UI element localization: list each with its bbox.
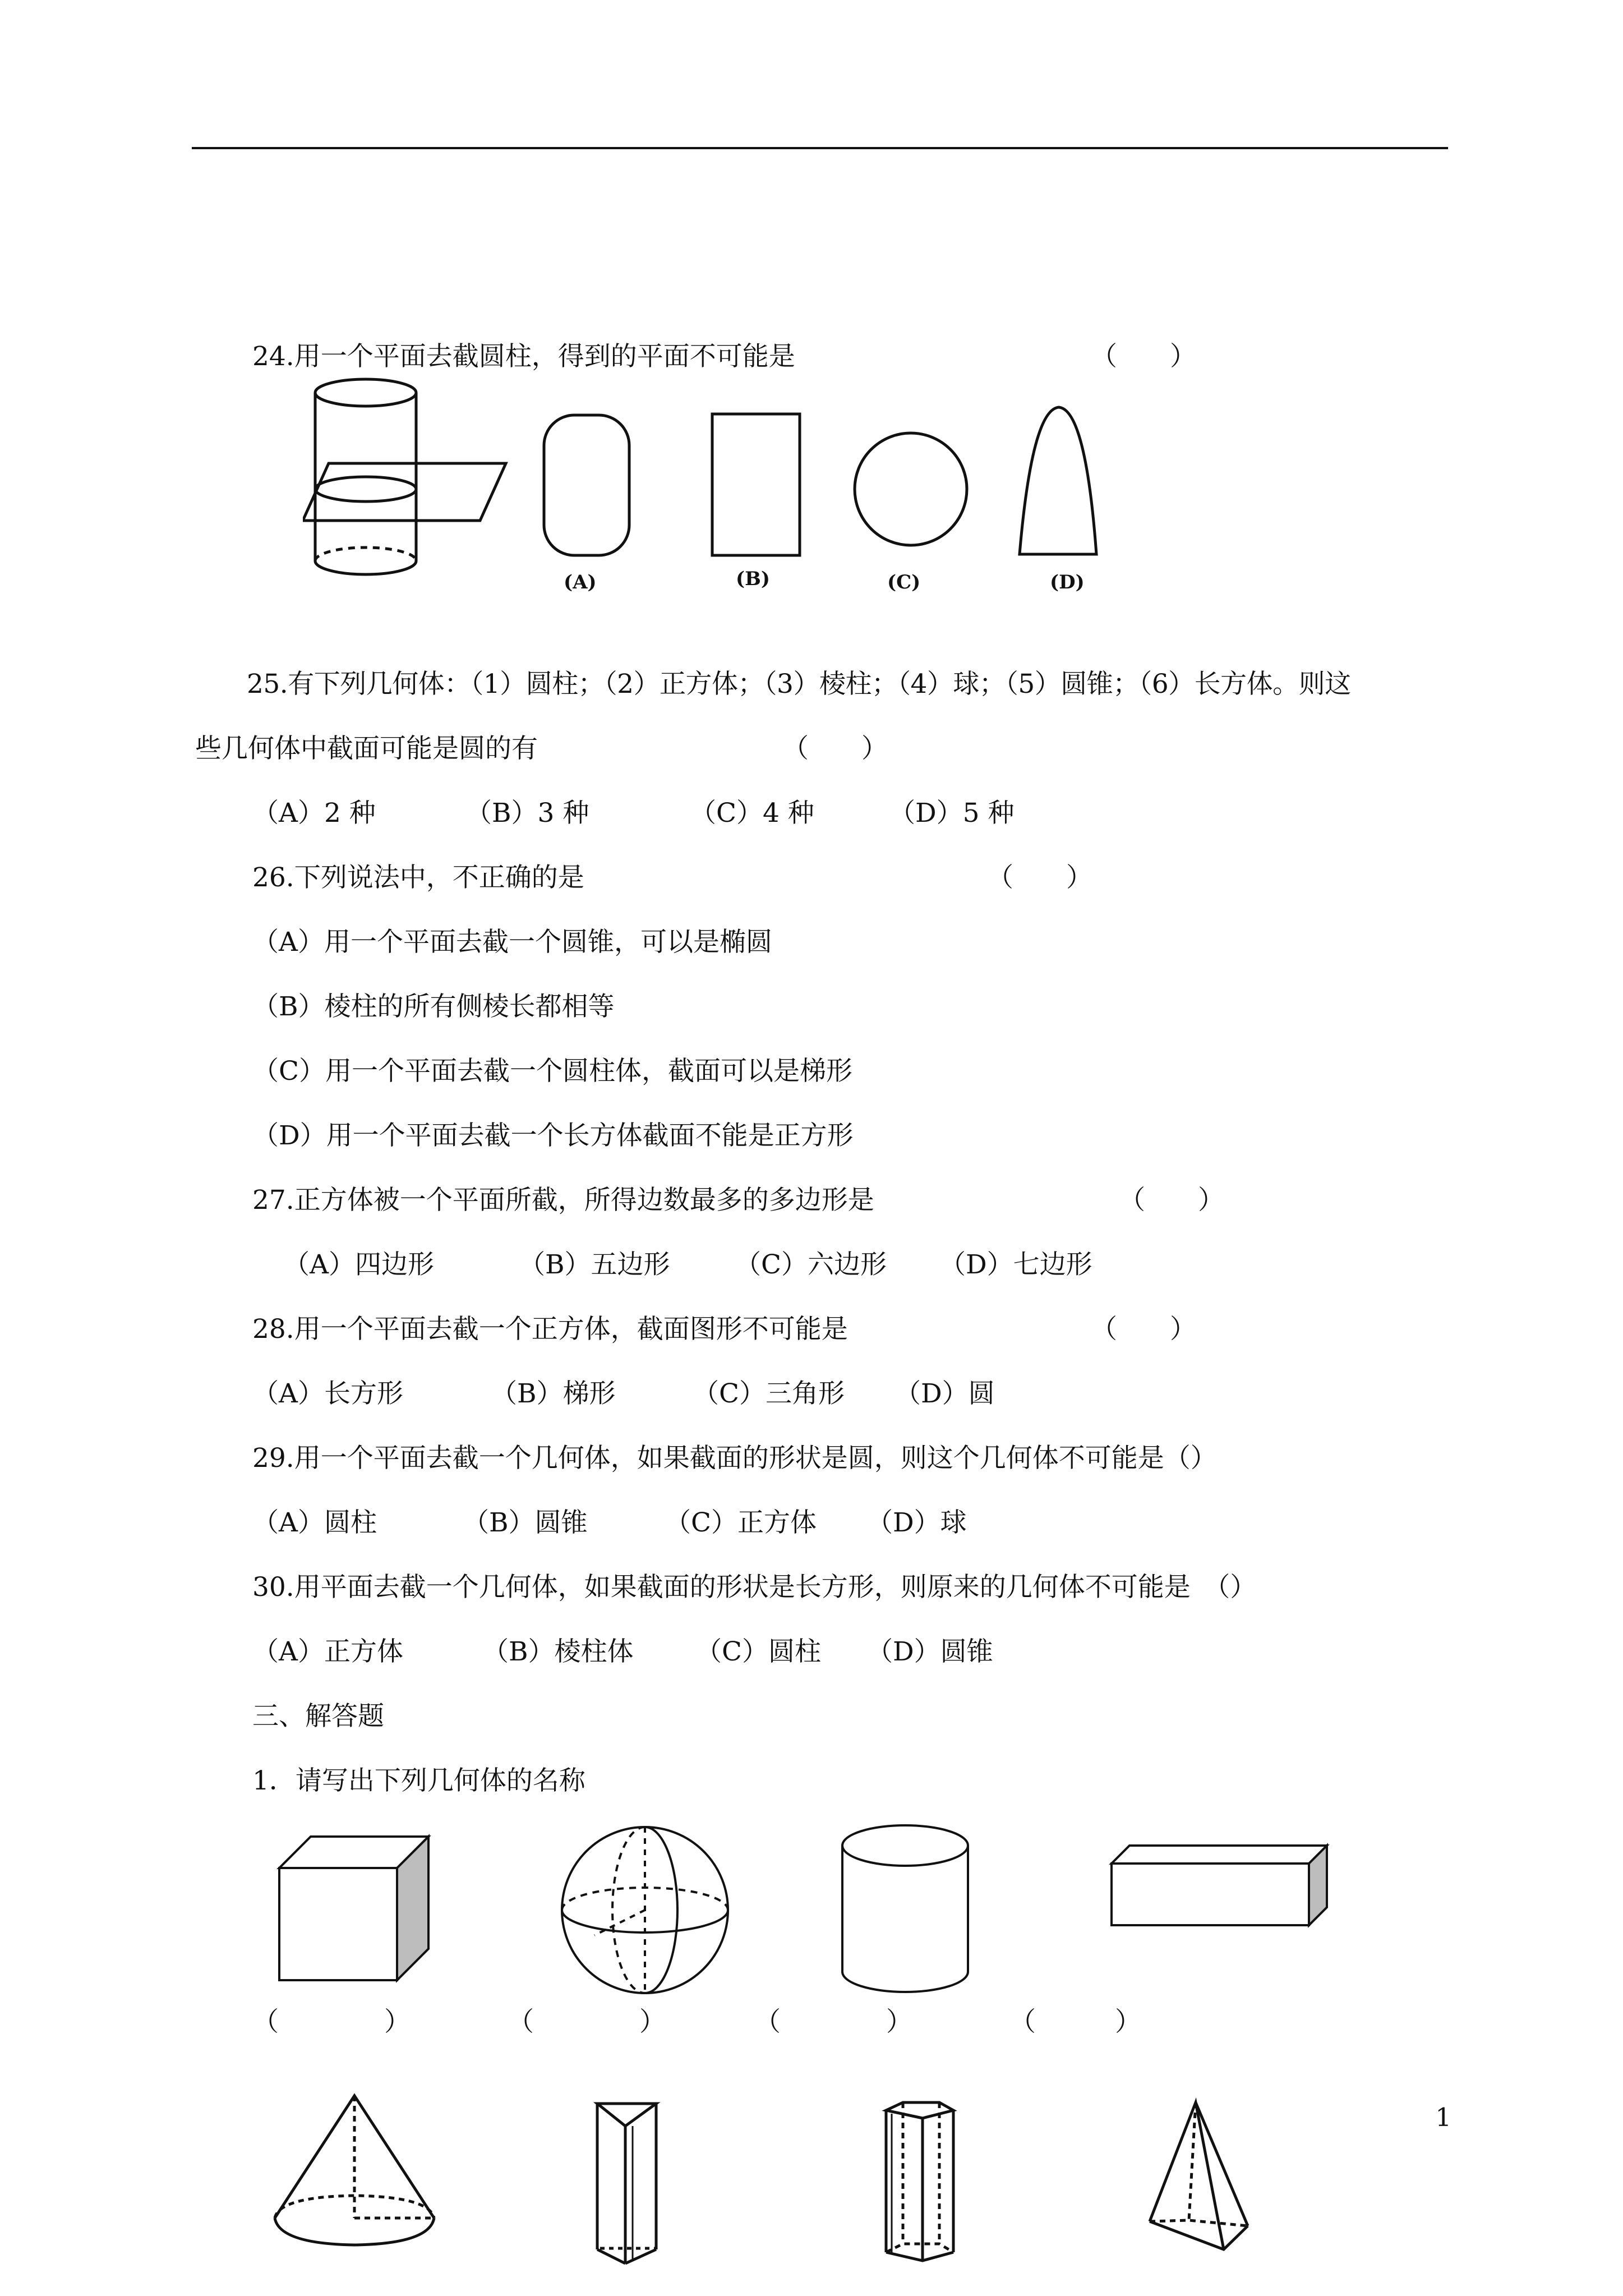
option-b-figure: [712, 414, 800, 555]
q26-option-c: （C）用一个平面去截一个圆柱体，截面可以是梯形: [252, 1056, 852, 1087]
q27-option-a: （A）四边形: [283, 1249, 434, 1280]
q26-option-d: （D）用一个平面去截一个长方体截面不能是正方形: [252, 1120, 854, 1151]
q29-option-c: （C）正方体: [665, 1507, 817, 1538]
q26-option-a: （A）用一个平面去截一个圆锥，可以是椭圆: [252, 927, 772, 958]
q27-option-b: （B）五边形: [519, 1249, 670, 1280]
triangular-prism-figure: [597, 2104, 656, 2263]
q28-stem: 28.用一个平面去截一个正方体，截面图形不可能是: [252, 1314, 848, 1345]
section-three-q1: 1．请写出下列几何体的名称: [252, 1765, 585, 1796]
q24-label-a: (A): [564, 571, 597, 593]
q24-label-d: (D): [1050, 571, 1085, 593]
option-a-figure: [544, 415, 629, 555]
q26-stem: 26.下列说法中，不正确的是: [252, 862, 584, 893]
q30-option-a: （A）正方体: [252, 1636, 403, 1667]
q27-stem: 27.正方体被一个平面所截，所得边数最多的多边形是: [252, 1185, 874, 1216]
q27-option-c: （C）六边形: [735, 1249, 887, 1280]
answer-blank-4[interactable]: （ ）: [1009, 2007, 1141, 2037]
solids-row-2: [264, 2081, 1329, 2272]
header-rule: [192, 147, 1448, 149]
q28-option-c: （C）三角形: [693, 1378, 845, 1409]
page-number: 1: [1435, 2102, 1451, 2132]
answer-blank-2[interactable]: （ ）: [508, 2007, 666, 2037]
answer-blank-3[interactable]: （ ）: [754, 2007, 912, 2037]
q29-option-b: （B）圆锥: [463, 1507, 588, 1538]
pyramid-figure: [1150, 2102, 1248, 2249]
cylinder-with-plane-figure: [303, 379, 506, 574]
sphere-figure: [562, 1827, 728, 1993]
q28-option-b: （B）梯形: [491, 1378, 616, 1409]
q25-option-d: （D）5 种: [889, 798, 1015, 829]
q25-option-a: （A）2 种: [252, 798, 376, 829]
q30-option-d: （D）圆锥: [866, 1636, 993, 1667]
q28-option-d: （D）圆: [895, 1378, 995, 1409]
q30-option-c: （C）圆柱: [695, 1636, 821, 1667]
q24-label-b: (B): [736, 568, 770, 590]
q25-option-b: （B）3 种: [465, 798, 589, 829]
q28-option-a: （A）长方形: [252, 1378, 403, 1409]
q30-stem: 30.用平面去截一个几何体，如果截面的形状是长方形，则原来的几何体不可能是 （）: [252, 1572, 1257, 1603]
answer-blank-1[interactable]: （ ）: [252, 2007, 411, 2037]
cuboid-figure: [1112, 1846, 1327, 1925]
cone-figure: [275, 2096, 434, 2245]
q25-option-c: （C）4 种: [690, 798, 814, 829]
q29-stem: 29.用一个平面去截一个几何体，如果截面的形状是圆，则这个几何体不可能是（）: [252, 1443, 1217, 1474]
cylinder-figure: [842, 1825, 968, 1992]
q25-line1: 25.有下列几何体：（1）圆柱；（2）正方体；（3）棱柱；（4）球；（5）圆锥；（6）长方体。则这: [247, 669, 1351, 700]
q26-option-b: （B）棱柱的所有侧棱长都相等: [252, 991, 615, 1022]
pentagonal-prism-figure: [886, 2102, 953, 2261]
cube-figure: [279, 1837, 428, 1980]
q29-option-a: （A）圆柱: [252, 1507, 377, 1538]
q25-answer-bracket: （ ）: [782, 733, 888, 764]
q27-answer-bracket: （ ）: [1119, 1185, 1224, 1216]
option-c-figure: [855, 433, 967, 545]
q25-line2: 些几何体中截面可能是圆的有: [195, 733, 538, 764]
q29-option-d: （D）球: [866, 1507, 967, 1538]
q30-option-b: （B）棱柱体: [482, 1636, 634, 1667]
q26-answer-bracket: （ ）: [987, 862, 1092, 893]
q24-stem: 24.用一个平面去截圆柱，得到的平面不可能是: [252, 341, 795, 372]
q28-answer-bracket: （ ）: [1091, 1314, 1196, 1345]
option-d-figure: [1020, 407, 1096, 554]
section-three-title: 三、解答题: [252, 1701, 384, 1732]
q24-label-c: (C): [887, 571, 921, 593]
q27-option-d: （D）七边形: [939, 1249, 1092, 1280]
q24-answer-bracket: （ ）: [1091, 341, 1196, 372]
solids-row-1: [269, 1818, 1346, 1997]
